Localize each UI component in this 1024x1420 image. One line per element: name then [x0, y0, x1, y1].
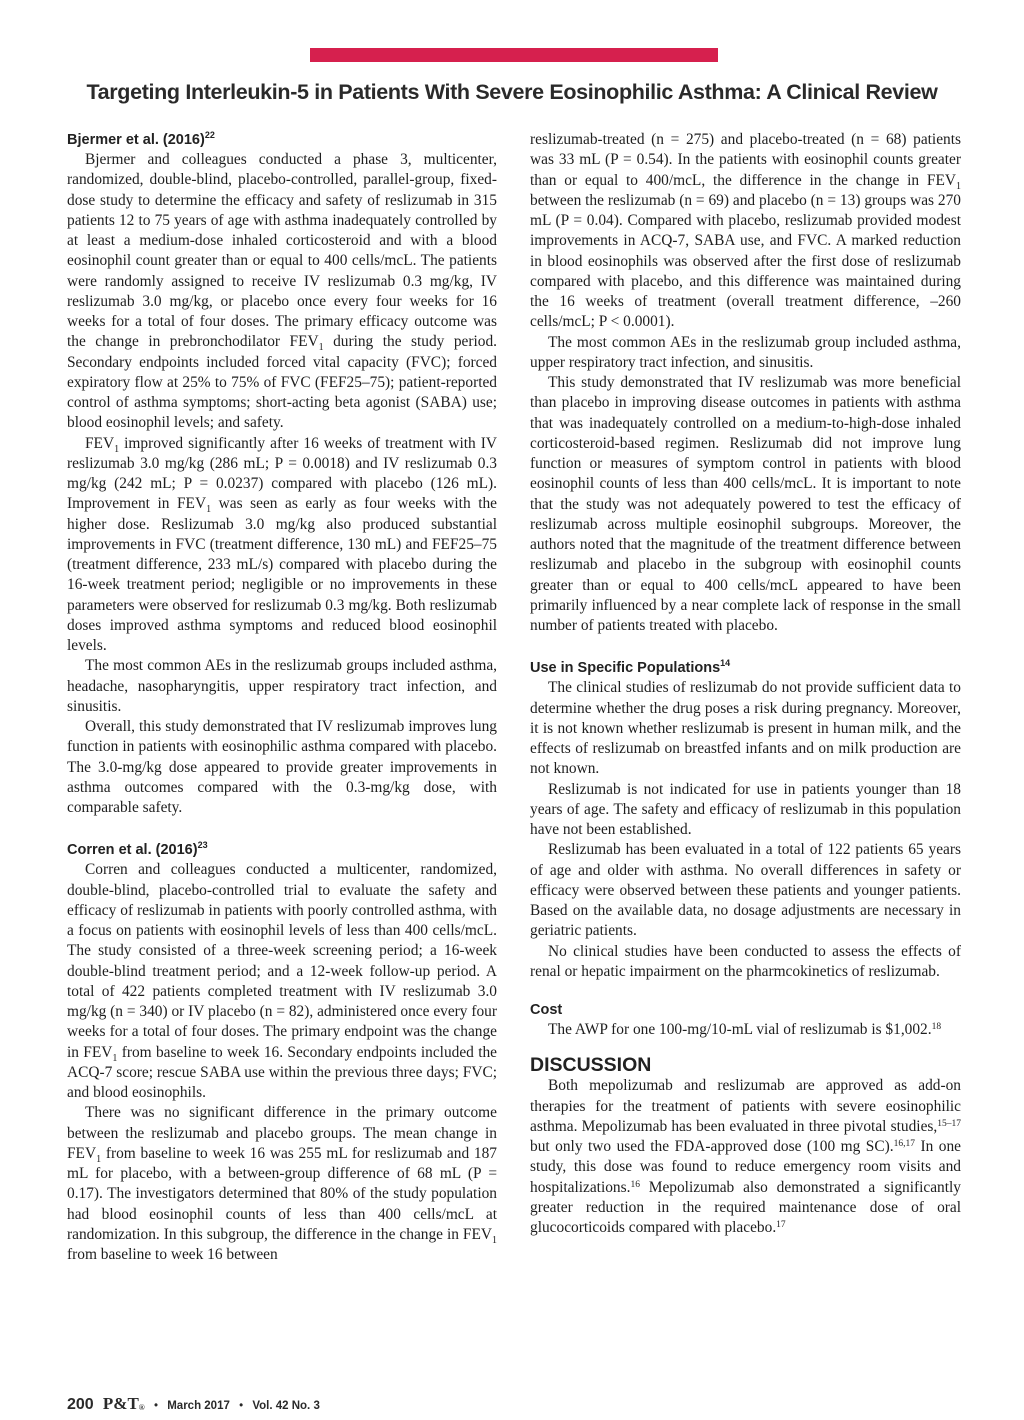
paragraph: Corren and colleagues conducted a multicenter, randomized, double-blind, placebo-controlled trial to evaluate the safety and efficacy of reslizumab in patients with poorly controlled asthma, with a focus on patients with eosinophil levels of less than 400 cells/mcL. The study consisted of a three-week screening period; a 16-week double-blind treatment period; and a 12-week follow-up period. A total of 422 patients completed treatment with IV reslizumab 3.0 mg/kg (n = 340) or IV placebo (n = 82), administered once every four weeks for a total of four doses. The primary endpoint was the change in $FEV_1$ from baseline to week 16. Secondary endpoints included the ACQ-7 score; rescue SABA use within the previous three days; FVC; and blood eosinophils.: [67, 861, 497, 1101]
page-title: Targeting Interleukin-5 in Patients With Severe Eosinophilic Asthma: A Clinical Review: [86, 80, 938, 104]
paragraph: Reslizumab has been evaluated in a total of 122 patients 65 years of age and older with asthma. No overall differences in safety or efficacy were observed between these patients and younger patients. Based on the available data, no dosage adjustments are necessary in geriatric patients.: [530, 841, 961, 940]
paragraph: The most common AEs in the reslizumab groups included asthma, headache, nasopharyngitis, upper respiratory tract infection, and sinusitis.: [67, 657, 497, 715]
header-accent-bar: [310, 48, 718, 62]
page-number: 200: [67, 1396, 94, 1413]
paragraph: The most common AEs in the reslizumab group included asthma, upper respiratory tract infection, and sinusitis.: [530, 333, 961, 371]
paragraph: Both mepolizumab and reslizumab are approved as add-on therapies for the treatment of patients with severe eosinophilic asthma. Mepolizumab has been evaluated in three pivotal studies,$^{15-17}$ but only two used the FDA-approved dose (100 mg SC).$^{16,17}$ In one study, this dose was found to reduce emergency room visits and hospitalizations.$^{16}$ Mepolizumab also demonstrated a significantly greater reduction in the required maintenance dose of oral glucocorticoids compared with placebo.$^{17}$: [530, 1077, 961, 1236]
left-column: [67, 130, 497, 1265]
section-heading-bjermer: Bjermer et al. $(2016)^{22}$: [67, 130, 215, 148]
paragraph: Overall, this study demonstrated that IV reslizumab improves lung function in patients with eosinophilic asthma compared with placebo. The 3.0-mg/kg dose appeared to provide greater improvements in asthma outcomes compared with the 0.3-mg/kg dose, with comparable safety.: [67, 718, 497, 816]
section-heading-populations: Use in Specific Populations$^{14}$: [530, 658, 731, 677]
section-heading-discussion: DISCUSSION: [530, 1054, 652, 1077]
right-column: [530, 130, 961, 1238]
page-footer: 200 P&T® • March 2017 • Vol. 42 No. 3: [67, 1394, 320, 1413]
paragraph-continued: reslizumab-treated (n = 275) and placebo-treated (n = 68) patients was 33 mL (P = 0.54). In the patients with eosinophil counts greater than or equal to 400/mcL, the difference in the change in $FEV_1$ between the reslizumab (n = 69) and placebo (n = 13) groups was 270 mL (P = 0.04). Compared with placebo, reslizumab provided modest improvements in ACQ-7, SABA use, and FVC. A marked reduction in blood eosinophils was observed after the first dose of reslizumab compared with placebo, and this difference was maintained during the 16 weeks of treatment (overall treatment difference, –260 cells/mcL; P < 0.0001).: [530, 131, 961, 331]
paragraph: No clinical studies have been conducted to assess the effects of renal or hepatic impairment on the pharmcokinetics of reslizumab.: [530, 942, 961, 980]
section-heading-corren: Corren et al. $(2016)^{23}$: [67, 840, 208, 859]
paragraph: The AWP for one 100-mg/10-mL vial of reslizumab is $1,002.18: [548, 1021, 942, 1038]
paragraph: There was no significant difference in the primary outcome between the reslizumab and placebo groups. The mean change in $FEV_1$ from baseline to week 16 was 255 mL for reslizumab and 187 mL for placebo, with a between-group difference of 68 mL (P = 0.17). The investigators determined that 80% of the study population had blood eosinophil counts of less than 400 cells/mcL at randomization. In this subgroup, the difference in the change in $FEV_1$ from baseline to week 16 between: [67, 1104, 497, 1263]
paragraph: $FEV_1$ improved significantly after 16 weeks of treatment with IV reslizumab 3.0 mg/kg (286 mL; P = 0.0018) and IV reslizumab 0.3 mg/kg (242 mL; P = 0.0237) compared with placebo (126 mL). Improvement in $FEV_1$ was seen as early as four weeks with the higher dose. Reslizumab 3.0 mg/kg also produced substantial improvements in FVC (treatment difference, 130 mL) and FEF25–75 (treatment difference, 233 mL/s) compared with placebo during the 16-week treatment period; negligible or no improvements in these parameters were observed for reslizumab 0.3 mg/kg. Both reslizumab doses improved asthma symptoms and reduced blood eosinophil levels.: [67, 434, 498, 654]
journal-name: P&T®: [102, 1394, 145, 1413]
issue-volume: Vol. 42 No. 3: [252, 1400, 320, 1412]
section-heading-cost: Cost: [530, 1002, 563, 1018]
paragraph: This study demonstrated that IV reslizumab was more beneficial than placebo in improving disease outcomes in patients with asthma that was inadequately controlled on a medium-to-high-dose inhaled corticosteroid-based regimen. Reslizumab did not improve lung function or measures of symptom control in patients with blood eosinophil counts of less than 400 cells/mcL. It is important to note that the study was not adequately powered to test the efficacy of reslizumab across multiple eosinophil subgroups. Moreover, the authors noted that the magnitude of the treatment difference between reslizumab and placebo in the subgroup with eosinophil counts greater than or equal to 400 cells/mcL appeared to have been primarily influenced by a near complete lack of response in the small number of patients treated with placebo.: [530, 374, 961, 634]
paragraph: Bjermer and colleagues conducted a phase 3, multicenter, randomized, double-blind, placebo-controlled, parallel-group, fixed-dose study to determine the efficacy and safety of reslizumab in 315 patients 12 to 75 years of age with asthma inadequately controlled by at least a medium-dose inhaled corticosteroid and with a blood eosinophil count greater than or equal to 400 cells/mcL. The patients were randomly assigned to receive IV reslizumab 0.3 mg/kg, IV reslizumab 3.0 mg/kg, or placebo once every four weeks for 16 weeks for a total of four doses. The primary efficacy outcome was the change in prebronchodilator $FEV_1$ during the study period. Secondary endpoints included forced vital capacity (FVC); forced expiratory flow at 25% to 75% of FVC (FEF25–75); patient-reported control of asthma symptoms; short-acting beta agonist (SABA) use; blood eosinophil levels; and safety.: [67, 151, 497, 432]
paragraph: Reslizumab is not indicated for use in patients younger than 18 years of age. The safety and efficacy of reslizumab in this population have not been established.: [530, 780, 961, 838]
paragraph: The clinical studies of reslizumab do not provide sufficient data to determine whether the drug poses a risk during pregnancy. Moreover, it is not known whether reslizumab is present in human milk, and the effects of reslizumab on breastfed infants and on milk production are not known.: [530, 679, 961, 778]
issue-date: March 2017: [167, 1400, 230, 1412]
